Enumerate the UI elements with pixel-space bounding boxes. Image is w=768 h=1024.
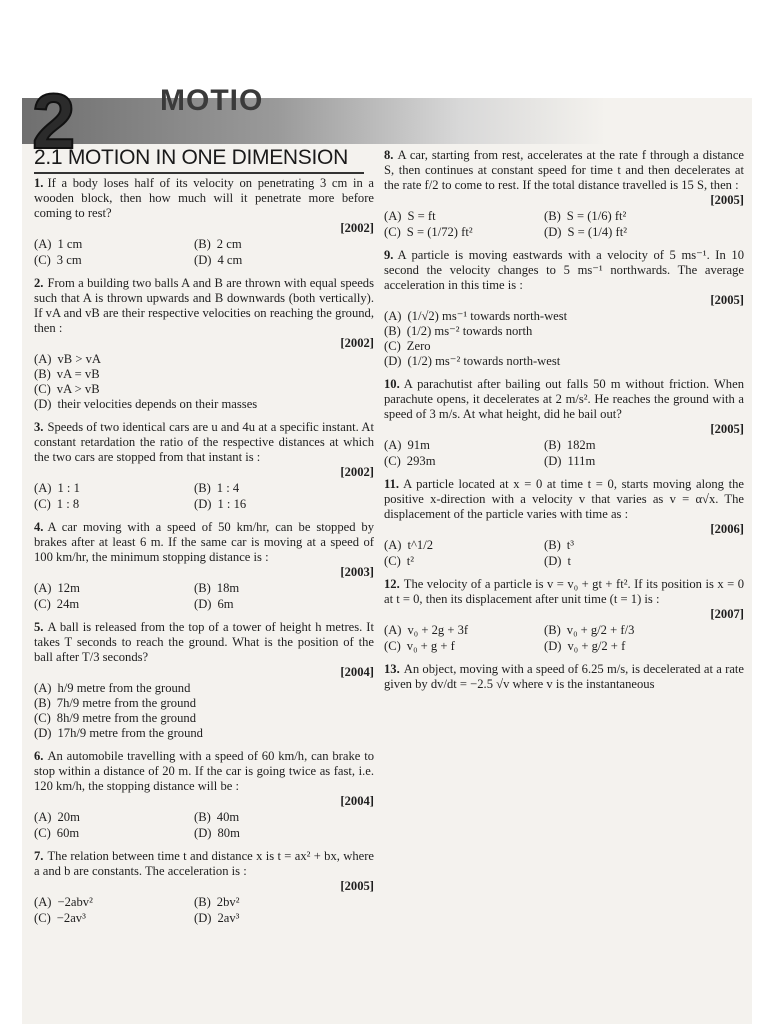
answer-option (34, 497, 194, 512)
option-text: 8h/9 metre from the ground (56, 711, 196, 725)
answer-option (384, 538, 544, 553)
exam-year: [2002] (340, 336, 374, 350)
question-body: An object, moving with a speed of 6.25 m/s, is decelerated at a rate given by dv/dt = −2.5 √v where v is the instantaneous (384, 662, 744, 691)
option-text: v₀ + g/2 + f (567, 639, 626, 653)
option-letter: (A) (34, 681, 52, 695)
option-text: −2abv² (57, 895, 93, 909)
option-letter: (C) (34, 911, 51, 925)
option-letter: (D) (544, 554, 562, 568)
option-letter: (C) (34, 711, 51, 725)
question-text (34, 520, 374, 565)
option-letter: (D) (194, 253, 212, 267)
question-body: A car, starting from rest, accelerates at the rate f through a distance S, then continues at constant speed for time t and then decelerates at the rate f/2 to come to rest. If the total distance travelled is 15 S, then : (384, 148, 744, 192)
answer-option (544, 554, 744, 569)
option-letter: (B) (194, 581, 211, 595)
answer-option (34, 681, 374, 696)
option-letter: (D) (194, 911, 212, 925)
answer-options (384, 623, 744, 654)
question-item (384, 248, 744, 369)
question-text (384, 377, 744, 422)
answer-option (384, 324, 744, 339)
question-number: 6. (34, 749, 44, 763)
option-text: 2 cm (216, 237, 242, 251)
question-text (34, 420, 374, 465)
question-body: The velocity of a particle is v = v₀ + gt + ft². If its position is x = 0 at t = 0, then its displacement after unit time (t = 1) is : (384, 577, 744, 606)
question-body: If a body loses half of its velocity on penetrating 3 cm in a wooden block, then how much will it penetrate more before coming to rest? (34, 176, 374, 220)
answer-option (194, 911, 374, 926)
question-number: 7. (34, 849, 44, 863)
option-letter: (B) (194, 895, 211, 909)
answer-option (194, 481, 374, 496)
question-number: 1. (34, 176, 44, 190)
option-letter: (B) (544, 209, 561, 223)
option-text: t (567, 554, 571, 568)
option-letter: (C) (34, 497, 51, 511)
answer-option (384, 554, 544, 569)
section-divider (34, 172, 364, 174)
option-letter: (D) (544, 454, 562, 468)
answer-option (194, 810, 374, 825)
answer-options (34, 481, 374, 512)
exam-year: [2005] (710, 293, 744, 307)
question-text (384, 577, 744, 607)
option-letter: (A) (384, 623, 402, 637)
answer-option (34, 581, 194, 596)
option-letter: (A) (34, 581, 52, 595)
answer-option (194, 597, 374, 612)
answer-options (34, 581, 374, 612)
option-letter: (C) (384, 225, 401, 239)
option-letter: (A) (34, 481, 52, 495)
answer-option (544, 209, 744, 224)
answer-option (544, 538, 744, 553)
question-text (34, 849, 374, 879)
exam-year: [2002] (340, 221, 374, 235)
option-letter: (B) (194, 237, 211, 251)
question-number: 4. (34, 520, 44, 534)
option-text: 80m (217, 826, 240, 840)
option-letter: (A) (34, 237, 52, 251)
answer-option (384, 438, 544, 453)
option-text: S = ft (407, 209, 436, 223)
answer-option (34, 726, 374, 741)
question-number: 12. (384, 577, 400, 591)
answer-option (384, 309, 744, 324)
answer-options (34, 352, 374, 412)
answer-option (544, 225, 744, 240)
option-text: 6m (217, 597, 234, 611)
chapter-banner (22, 98, 752, 144)
question-item (34, 276, 374, 412)
answer-option (384, 454, 544, 469)
answer-option (34, 810, 194, 825)
section-title: 2.1 MOTION IN ONE DIMENSION (34, 146, 348, 169)
option-text: 18m (216, 581, 240, 595)
option-text: 7h/9 metre from the ground (56, 696, 196, 710)
question-item (384, 477, 744, 569)
option-letter: (B) (544, 438, 561, 452)
answer-option (194, 581, 374, 596)
answer-option (194, 237, 374, 252)
answer-option (34, 696, 374, 711)
option-text: 60m (56, 826, 80, 840)
option-text: 3 cm (56, 253, 82, 267)
option-text: vB > vA (57, 352, 101, 366)
option-letter: (D) (384, 354, 402, 368)
question-body: Speeds of two identical cars are u and 4u at a specific instant. At constant retardation the ratio of the respective distances at which the two cars are stopped from that instant is : (34, 420, 374, 464)
answer-options (384, 209, 744, 240)
option-text: v₀ + g + f (406, 639, 455, 653)
exam-year: [2004] (340, 665, 374, 679)
answer-option (544, 639, 744, 654)
question-text (34, 749, 374, 794)
option-letter: (A) (384, 209, 402, 223)
question-item (384, 377, 744, 469)
answer-option (34, 397, 374, 412)
option-letter: (D) (544, 639, 562, 653)
option-text: 91m (407, 438, 430, 452)
option-text: (1/√2) ms⁻¹ towards north-west (407, 309, 568, 323)
question-item (384, 148, 744, 240)
question-body: The relation between time t and distance x is t = ax² + bx, where a and b are constants. The acceleration is : (34, 849, 374, 878)
question-number: 5. (34, 620, 44, 634)
question-text (384, 148, 744, 193)
answer-option (384, 339, 744, 354)
option-text: 111m (567, 454, 596, 468)
option-text: t^1/2 (407, 538, 433, 552)
option-text: 182m (566, 438, 596, 452)
option-text: 1 : 4 (216, 481, 240, 495)
question-text (384, 662, 744, 692)
answer-options (34, 810, 374, 841)
option-letter: (C) (384, 554, 401, 568)
answer-option (34, 911, 194, 926)
option-letter: (C) (34, 253, 51, 267)
question-body: A ball is released from the top of a tower of height h metres. It takes T seconds to reach the ground. What is the position of the ball after T/3 seconds? (34, 620, 374, 664)
option-text: 1 : 16 (217, 497, 247, 511)
option-text: S = (1/4) ft² (567, 225, 627, 239)
exam-year: [2005] (340, 879, 374, 893)
exam-year: [2006] (710, 522, 744, 536)
exam-year: [2005] (710, 422, 744, 436)
answer-option (194, 895, 374, 910)
option-text: 2bv² (216, 895, 240, 909)
answer-option (544, 454, 744, 469)
question-number: 2. (34, 276, 44, 290)
answer-options (384, 538, 744, 569)
question-item (34, 420, 374, 512)
question-body: A particle is moving eastwards with a velocity of 5 ms⁻¹. In 10 second the velocity changes to 5 ms⁻¹ northwards. The average acceleration in this time is : (384, 248, 744, 292)
answer-option (34, 826, 194, 841)
question-text (384, 248, 744, 293)
answer-option (384, 639, 544, 654)
chapter-title-fragment: MOTIO (160, 84, 264, 117)
option-letter: (A) (384, 309, 402, 323)
answer-option (544, 623, 744, 638)
answer-option (34, 367, 374, 382)
answer-options (34, 237, 374, 268)
option-text: their velocities depends on their masses (57, 397, 258, 411)
question-item (34, 176, 374, 268)
question-body: A particle located at x = 0 at time t = 0, starts moving along the positive x-direction with a velocity v that varies as v = α√x. The displacement of the particle varies with time as : (384, 477, 744, 521)
question-text (34, 176, 374, 221)
answer-option (34, 352, 374, 367)
option-text: vA = vB (56, 367, 100, 381)
option-letter: (A) (34, 352, 52, 366)
answer-options (384, 438, 744, 469)
option-letter: (B) (544, 538, 561, 552)
option-text: −2av³ (56, 911, 86, 925)
option-letter: (B) (34, 367, 51, 381)
option-text: vA > vB (56, 382, 100, 396)
option-text: v₀ + g/2 + f/3 (566, 623, 635, 637)
option-letter: (B) (194, 481, 211, 495)
question-number: 11. (384, 477, 400, 491)
option-text: t³ (566, 538, 575, 552)
question-text (34, 276, 374, 336)
option-text: Zero (406, 339, 431, 353)
question-number: 13. (384, 662, 400, 676)
option-letter: (D) (194, 826, 212, 840)
option-letter: (A) (34, 810, 52, 824)
option-letter: (A) (34, 895, 52, 909)
option-letter: (D) (194, 597, 212, 611)
exam-year: [2003] (340, 565, 374, 579)
answer-option (194, 826, 374, 841)
answer-options (34, 895, 374, 926)
exam-year: [2007] (710, 607, 744, 621)
answer-option (34, 237, 194, 252)
answer-option (34, 481, 194, 496)
option-letter: (B) (34, 696, 51, 710)
option-text: 1 cm (57, 237, 83, 251)
option-text: h/9 metre from the ground (57, 681, 191, 695)
option-letter: (C) (34, 826, 51, 840)
answer-option (34, 382, 374, 397)
option-letter: (A) (384, 538, 402, 552)
question-text (34, 620, 374, 665)
question-body: From a building two balls A and B are thrown with equal speeds such that A is thrown upwards and B downwards (both vertically). If vA and vB are their respective velocities on reaching the ground, then : (34, 276, 374, 335)
option-letter: (C) (384, 639, 401, 653)
exam-year: [2002] (340, 465, 374, 479)
option-text: 17h/9 metre from the ground (57, 726, 203, 740)
option-letter: (C) (384, 454, 401, 468)
question-item (34, 520, 374, 612)
option-letter: (B) (544, 623, 561, 637)
question-item (34, 849, 374, 926)
option-text: 4 cm (217, 253, 243, 267)
question-body: A car moving with a speed of 50 km/hr, can be stopped by brakes after at least 6 m. If the same car is moving at a speed of 100 km/hr, the minimum stopping distance is : (34, 520, 374, 564)
question-number: 10. (384, 377, 400, 391)
left-column (34, 176, 374, 934)
option-letter: (C) (384, 339, 401, 353)
option-text: (1/2) ms⁻² towards north (406, 324, 533, 338)
answer-option (194, 497, 374, 512)
option-text: 12m (57, 581, 80, 595)
option-letter: (C) (34, 597, 51, 611)
option-text: 1 : 8 (56, 497, 80, 511)
answer-option (384, 354, 744, 369)
answer-options (384, 309, 744, 369)
chapter-number: 2 (32, 77, 76, 165)
question-number: 3. (34, 420, 44, 434)
option-text: t² (406, 554, 415, 568)
question-number: 8. (384, 148, 394, 162)
exam-year: [2004] (340, 794, 374, 808)
option-letter: (B) (384, 324, 401, 338)
question-item (34, 620, 374, 741)
question-item (384, 577, 744, 654)
answer-option (34, 253, 194, 268)
option-text: 20m (57, 810, 80, 824)
answer-option (34, 895, 194, 910)
option-text: 24m (56, 597, 80, 611)
exam-year: [2005] (710, 193, 744, 207)
option-text: 2av³ (217, 911, 240, 925)
option-text: 40m (216, 810, 240, 824)
option-letter: (D) (194, 497, 212, 511)
question-text (384, 477, 744, 522)
option-letter: (B) (194, 810, 211, 824)
question-body: An automobile travelling with a speed of 60 km/h, can brake to stop within a distance of 20 m. If the car is going twice as fast, i.e. 120 km/h, the stopping distance will be : (34, 749, 374, 793)
answer-option (384, 225, 544, 240)
option-text: S = (1/6) ft² (566, 209, 627, 223)
answer-option (384, 623, 544, 638)
option-text: v₀ + 2g + 3f (407, 623, 469, 637)
option-text: S = (1/72) ft² (406, 225, 473, 239)
answer-option (384, 209, 544, 224)
answer-option (34, 711, 374, 726)
option-letter: (D) (34, 726, 52, 740)
question-item (384, 662, 744, 692)
option-letter: (D) (544, 225, 562, 239)
answer-option (34, 597, 194, 612)
option-text: 293m (406, 454, 436, 468)
answer-options (34, 681, 374, 741)
option-letter: (C) (34, 382, 51, 396)
answer-option (194, 253, 374, 268)
answer-option (544, 438, 744, 453)
question-number: 9. (384, 248, 394, 262)
option-text: 1 : 1 (57, 481, 80, 495)
option-text: (1/2) ms⁻² towards north-west (407, 354, 561, 368)
option-letter: (A) (384, 438, 402, 452)
question-body: A parachutist after bailing out falls 50 m without friction. When parachute opens, it decelerates at 2 m/s². He reaches the ground with a speed of 3 m/s. At what height, did he bail out? (384, 377, 744, 421)
option-letter: (D) (34, 397, 52, 411)
right-column (384, 148, 744, 700)
question-item (34, 749, 374, 841)
